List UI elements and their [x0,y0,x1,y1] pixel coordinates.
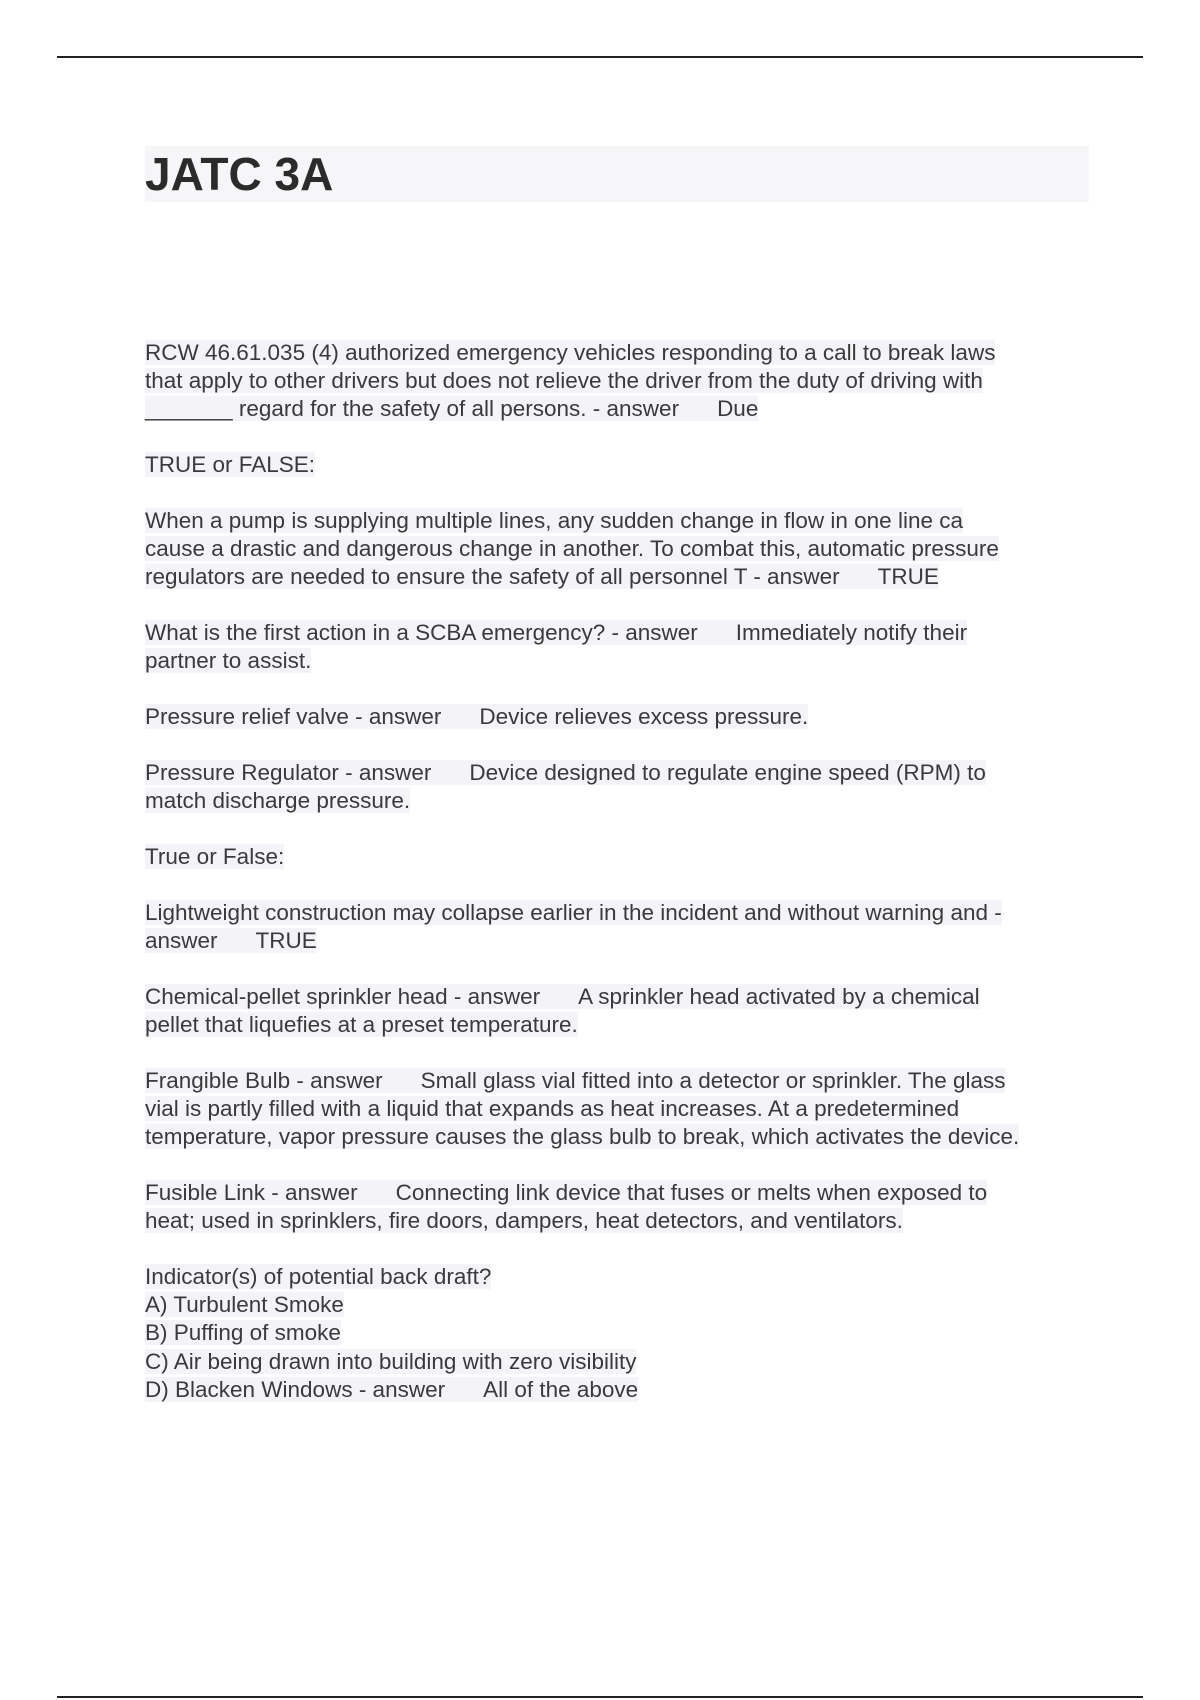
entry-line: Fusible Link - answer [145,1180,358,1205]
entry-line: RCW 46.61.035 (4) authorized emergency vehicles responding to a call to break laws [145,340,996,365]
entry-line: _______ regard for the safety of all persons. - answer [145,396,680,422]
entry-answer-continuation: temperature, vapor pressure causes the glass bulb to break, which activates the device. [145,1124,1020,1150]
entry-line: Pressure Regulator - answer [145,760,432,785]
entry-option: C) Air being drawn into building with zero visibility [145,1348,637,1374]
entry-option: B) Puffing of smoke [145,1320,341,1346]
entry-answer: Due [717,396,759,422]
top-rule [57,56,1143,58]
entry-line: Indicator(s) of potential back draft? [145,1264,492,1289]
entry-answer: Immediately notify their [735,620,968,646]
entry-answer: Device designed to regulate engine speed (RPM) to [469,760,986,785]
entry-pressure-relief-valve [145,703,1095,731]
entry-chemical-pellet-sprinkler [145,983,1095,1039]
entry-line: Lightweight construction may collapse earlier in the incident and without warning and - [145,899,1002,925]
entry-line: Pressure relief valve - answer [145,704,442,730]
entry-pressure-regulator [145,759,1095,815]
entry-answer: All of the above [483,1376,639,1402]
document-body [145,339,1095,1432]
entry-line: True or False: [145,844,285,869]
entry-line: What is the first action in a SCBA emergency? - answer [145,620,698,646]
bottom-rule [57,1696,1143,1698]
entry-answer: TRUE [877,564,939,590]
entry-fusible-link [145,1179,1095,1235]
entry-line: Frangible Bulb - answer [145,1067,383,1093]
entry-option: A) Turbulent Smoke [145,1292,344,1318]
document-title: JATC 3A [145,148,334,200]
entry-line: answer [145,928,218,953]
entry-answer: TRUE [255,928,317,953]
entry-line: When a pump is supplying multiple lines, any sudden change in flow in one line ca [145,508,963,533]
entry-frangible-bulb [145,1067,1095,1152]
entry-line: that apply to other drivers but does not relieve the driver from the duty of driving with [145,368,983,394]
entry-answer-continuation: vial is partly filled with a liquid that expands as heat increases. At a predetermined [145,1096,960,1121]
entry-pump-question [145,507,1095,592]
entry-option: D) Blacken Windows - answer [145,1376,446,1402]
entry-true-false-heading [145,451,1095,479]
entry-answer: A sprinkler head activated by a chemical [578,983,980,1009]
entry-true-or-false-heading [145,843,1095,871]
entry-answer-continuation: partner to assist. [145,648,312,674]
entry-answer-continuation: heat; used in sprinklers, fire doors, dampers, heat detectors, and ventilators. [145,1208,903,1234]
entry-line: cause a drastic and dangerous change in another. To combat this, automatic pressure [145,536,999,562]
entry-answer-continuation: pellet that liquefies at a preset temperature. [145,1012,578,1037]
entry-line: regulators are needed to ensure the safety of all personnel T - answer [145,564,840,590]
entry-scba-question [145,619,1095,675]
entry-line: Chemical-pellet sprinkler head - answer [145,983,541,1009]
entry-answer: Small glass vial fitted into a detector or sprinkler. The glass [420,1067,1006,1093]
entry-line: TRUE or FALSE: [145,452,316,478]
entry-rcw-question [145,339,1095,424]
entry-answer-continuation: match discharge pressure. [145,788,411,814]
entry-answer: Connecting link device that fuses or melts when exposed to [395,1180,988,1205]
entry-lightweight-construction [145,899,1095,955]
entry-answer: Device relieves excess pressure. [479,704,809,730]
entry-back-draft-indicators [145,1263,1095,1404]
